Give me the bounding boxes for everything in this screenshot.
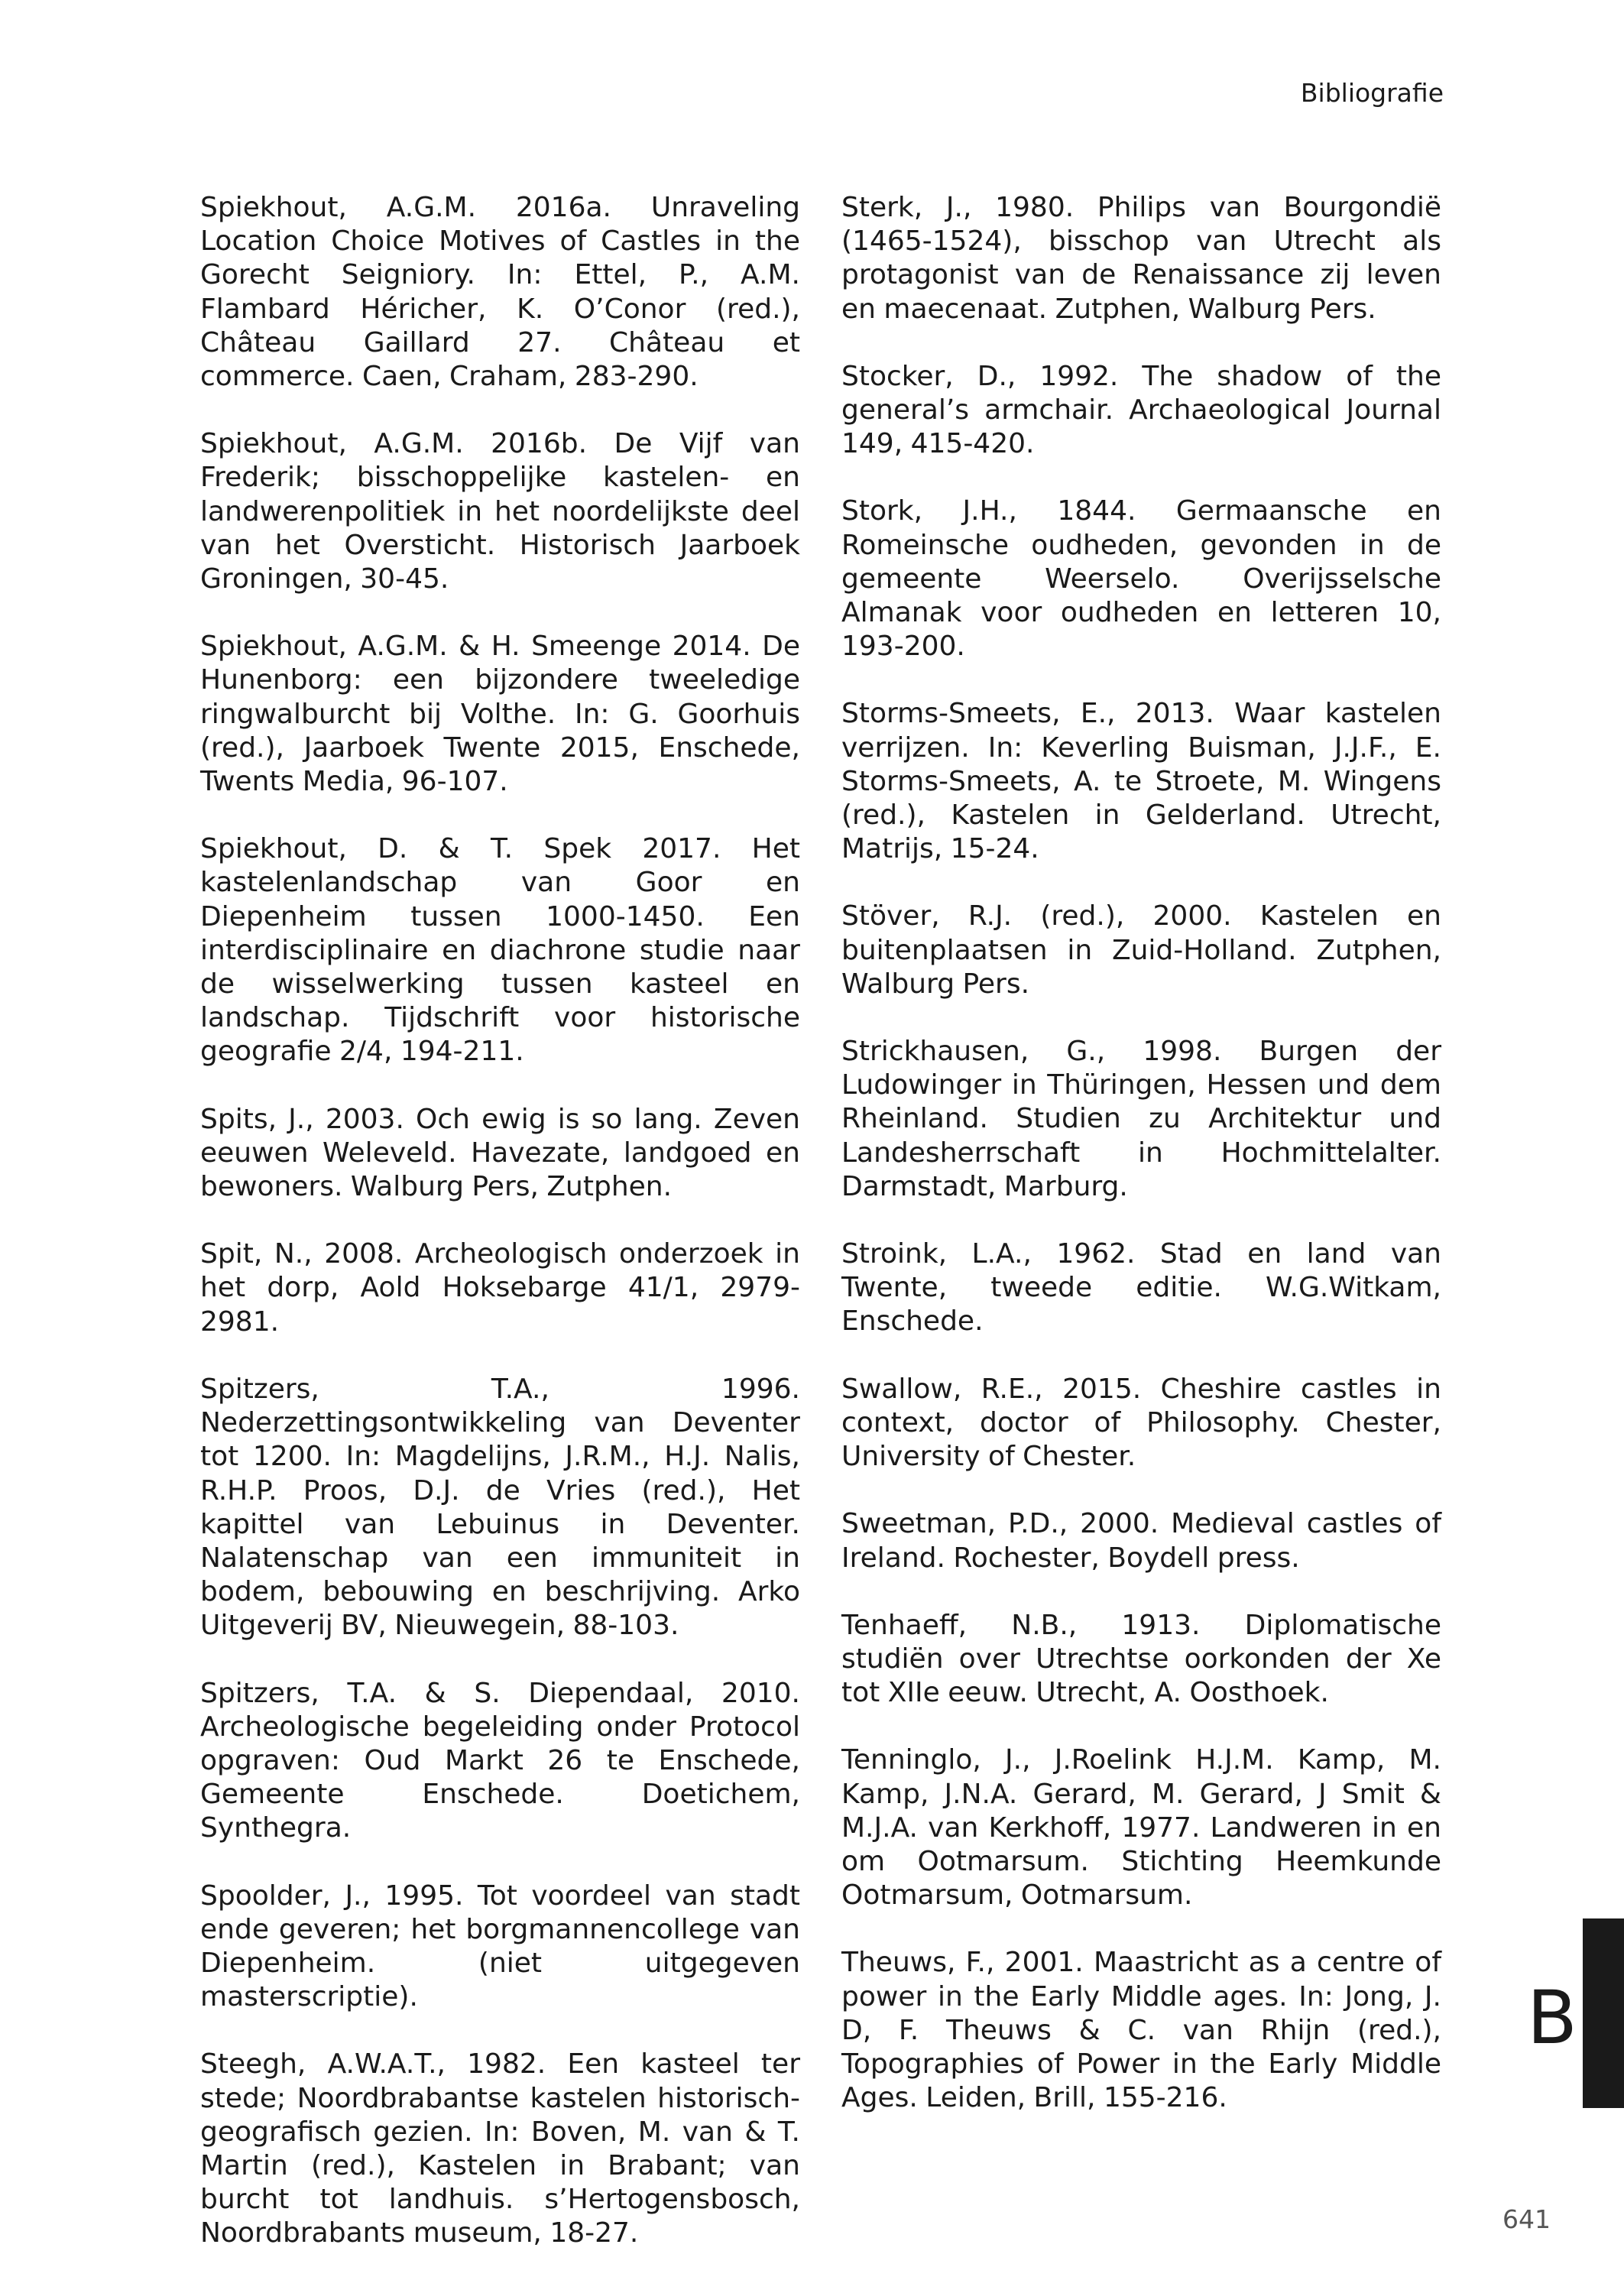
bibliography-entry: Strickhausen, G., 1998. Burgen der Ludowinger in Thüringen, Hessen und dem Rheinland. Studien zu Architektur und Landesherrschaft in Hochmittelalter. Darmstadt, Marburg.: [841, 1036, 1441, 1202]
bibliography-entry: Spiekhout, A.G.M. 2016b. De Vijf van Frederik; bisschoppelijke kastelen- en landwerenpolitiek in het noordelijkste deel van het Oversticht. Historisch Jaarboek Groningen, 30-45.: [200, 428, 800, 595]
bibliography-entry: Spitzers, T.A. & S. Diependaal, 2010. Archeologische begeleiding onder Protocol opgraven: Oud Markt 26 te Enschede, Gemeente Enschede. Doetichem, Synthegra.: [200, 1677, 800, 1844]
bibliography-entry: Stöver, R.J. (red.), 2000. Kastelen en buitenplaatsen in Zuid-Holland. Zutphen, Walburg Pers.: [841, 900, 1441, 1000]
bibliography-entry: Spit, N., 2008. Archeologisch onderzoek in het dorp, Aold Hoksebarge 41/1, 2979-2981.: [200, 1238, 800, 1338]
bibliography-entry: Spiekhout, D. & T. Spek 2017. Het kastelenlandschap van Goor en Diepenheim tussen 1000-1450. Een interdisciplinaire en diachrone studie naar de wisselwerking tussen kasteel en landschap. Tijdschrift voor historische geografie 2/4, 194-211.: [200, 833, 800, 1068]
page-number: 641: [1502, 2204, 1551, 2234]
bibliography-entry: Spitzers, T.A., 1996. Nederzettingsontwikkeling van Deventer tot 1200. In: Magdelijns, J.R.M., H.J. Nalis, R.H.P. Proos, D.J. de Vries (red.), Het kapittel van Lebuinus in Deventer. Nalatenschap van een immuniteit in bodem, bebouwing en beschrijving. Arko Uitgeverij BV, Nieuwegein, 88-103.: [200, 1373, 800, 1642]
bibliography-entry: Swallow, R.E., 2015. Cheshire castles in context, doctor of Philosophy. Chester, University of Chester.: [841, 1373, 1441, 1473]
bibliography-entry: Stocker, D., 1992. The shadow of the general’s armchair. Archaeological Journal 149, 415-420.: [841, 360, 1441, 460]
thumb-index-tab: [1583, 1918, 1624, 2108]
running-header: Bibliografie: [1300, 78, 1444, 108]
bibliography-entry: Stork, J.H., 1844. Germaansche en Romeinsche oudheden, gevonden in de gemeente Weerselo. Overijsselsche Almanak voor oudheden en letteren 10, 193-200.: [841, 495, 1441, 663]
bibliography-entry: Tenhaeff, N.B., 1913. Diplomatische studiën over Utrechtse oorkonden der Xe tot XIIe eeuw. Utrecht, A. Oosthoek.: [841, 1609, 1441, 1709]
bibliography-column-left: [200, 191, 800, 2285]
thumb-index-letter: B: [1527, 1975, 1577, 2061]
bibliography-entry: Sweetman, P.D., 2000. Medieval castles of Ireland. Rochester, Boydell press.: [841, 1508, 1441, 1574]
bibliography-entry: Spiekhout, A.G.M. & H. Smeenge 2014. De Hunenborg: een bijzondere tweeledige ringwalburcht bij Volthe. In: G. Goorhuis (red.), Jaarboek Twente 2015, Enschede, Twents Media, 96-107.: [200, 631, 800, 798]
bibliography-entry: Spoolder, J., 1995. Tot voordeel van stadt ende geveren; het borgmannencollege van Diepenheim. (niet uitgegeven masterscriptie).: [200, 1879, 800, 2013]
bibliography-entry: Spits, J., 2003. Och ewig is so lang. Zeven eeuwen Weleveld. Havezate, landgoed en bewoners. Walburg Pers, Zutphen.: [200, 1103, 800, 1203]
bibliography-entry: Tenninglo, J., J.Roelink H.J.M. Kamp, M. Kamp, J.N.A. Gerard, M. Gerard, J Smit & M.J.A. van Kerkhoff, 1977. Landweren in en om Ootmarsum. Stichting Heemkunde Ootmarsum, Ootmarsum.: [841, 1744, 1441, 1912]
bibliography-entry: Theuws, F., 2001. Maastricht as a centre of power in the Early Middle ages. In: Jong, J. D, F. Theuws & C. van Rhijn (red.), Topographies of Power in the Early Middle Ages. Leiden, Brill, 155-216.: [841, 1947, 1441, 2114]
bibliography-entry: Spiekhout, A.G.M. 2016a. Unraveling Location Choice Motives of Castles in the Gorecht Seigniory. In: Ettel, P., A.M. Flambard Héricher, K. O’Conor (red.), Château Gaillard 27. Château et commerce. Caen, Craham, 283-290.: [200, 192, 800, 393]
bibliography-entry: Storms-Smeets, E., 2013. Waar kastelen verrijzen. In: Keverling Buisman, J.J.F., E. Storms-Smeets, A. te Stroete, M. Wingens (red.), Kastelen in Gelderland. Utrecht, Matrijs, 15-24.: [841, 698, 1441, 865]
bibliography-entry: Sterk, J., 1980. Philips van Bourgondië (1465-1524), bisschop van Utrecht als protagonist van de Renaissance zij leven en maecenaat. Zutphen, Walburg Pers.: [841, 192, 1441, 325]
bibliography-entry: Stroink, L.A., 1962. Stad en land van Twente, tweede editie. W.G.Witkam, Enschede.: [841, 1238, 1441, 1338]
bibliography-column-right: [841, 191, 1441, 2149]
bibliography-entry: Steegh, A.W.A.T., 1982. Een kasteel ter stede; Noordbrabantse kastelen historisch-geografisch gezien. In: Boven, M. van & T. Martin (red.), Kastelen in Brabant; van burcht tot landhuis. s’Hertogensbosch, Noordbrabants museum, 18-27.: [200, 2048, 800, 2249]
